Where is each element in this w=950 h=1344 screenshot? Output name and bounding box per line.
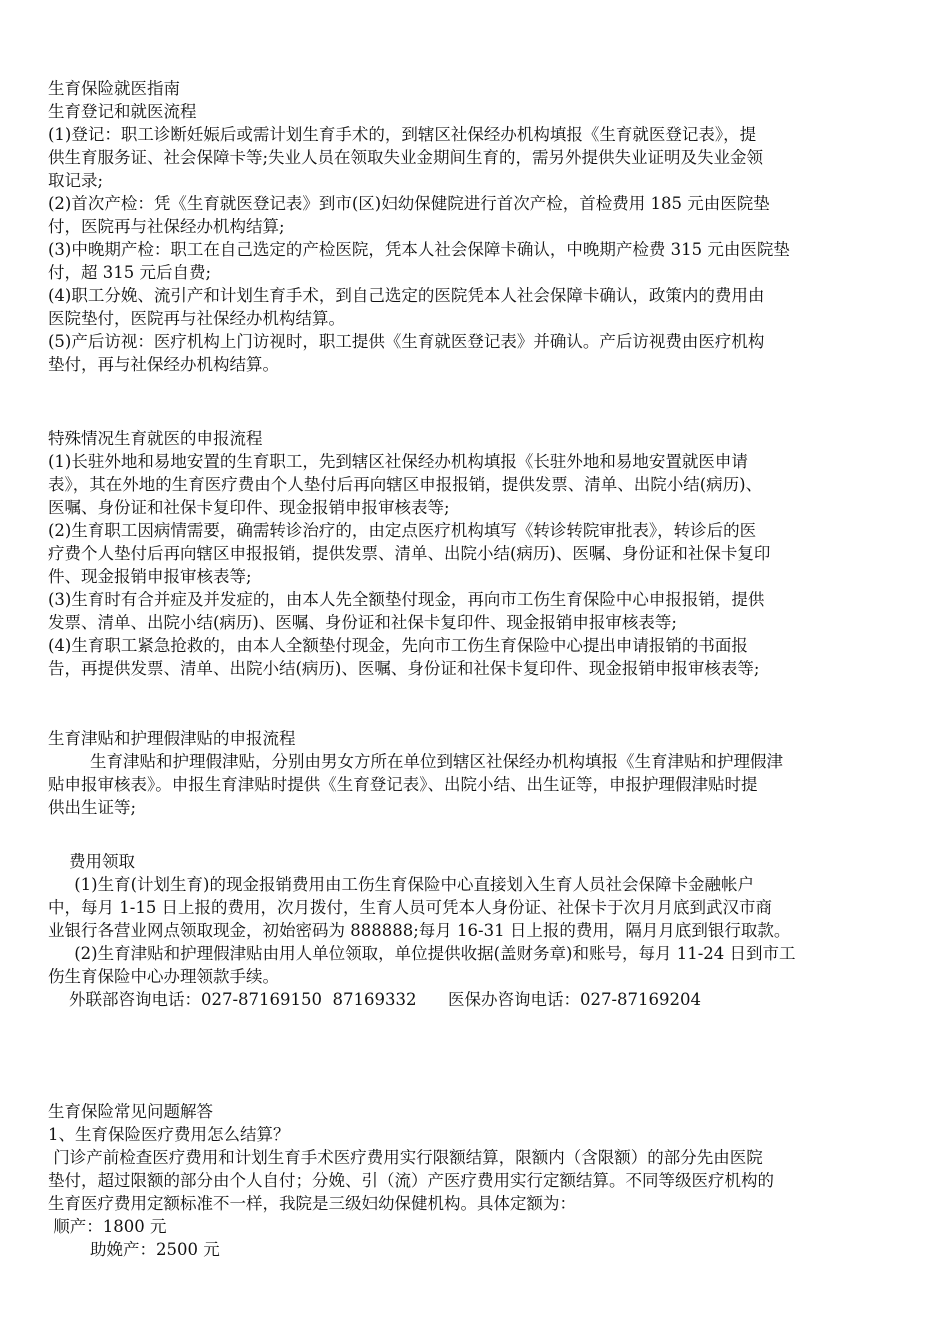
paragraph-line: 取记录; <box>48 171 104 190</box>
paragraph-line: 生育医疗费用定额标准不一样，我院是三级妇幼保健机构。具体定额为： <box>48 1194 576 1213</box>
paragraph-line: 供出生证等; <box>48 798 137 817</box>
quota-item: 助娩产：2500 元 <box>48 1240 220 1259</box>
section-heading: 生育津贴和护理假津贴的申报流程 <box>48 729 296 748</box>
section-heading: 费用领取 <box>48 852 135 871</box>
paragraph-line: 业银行各营业网点领取现金，初始密码为 888888;每月 16-31 日上报的费用，隔月月底到银行取款。 <box>48 921 791 940</box>
paragraph-line: 医院垫付，医院再与社保经办机构结算。 <box>48 309 345 328</box>
paragraph-line: (3)中晚期产检：职工在自己选定的产检医院，凭本人社会保障卡确认，中晚期产检费 315 元由医院垫 <box>48 240 790 259</box>
paragraph-line: 疗费个人垫付后再向辖区申报报销，提供发票、清单、出院小结(病历)、医嘱、身份证和社保卡复印 <box>48 544 771 563</box>
paragraph-line: 告，再提供发票、清单、出院小结(病历)、医嘱、身份证和社保卡复印件、现金报销申报审核表等; <box>48 659 760 678</box>
document-title: 生育保险就医指南 <box>48 79 180 98</box>
section-heading: 生育保险常见问题解答 <box>48 1102 213 1121</box>
paragraph-line: 件、现金报销申报审核表等; <box>48 567 252 586</box>
section-allowance <box>48 727 896 819</box>
paragraph-line: 垫付，超过限额的部分由个人自付；分娩、引（流）产医疗费用实行定额结算。不同等级医疗机构的 <box>48 1171 774 1190</box>
paragraph-line: (5)产后访视：医疗机构上门访视时，职工提供《生育就医登记表》并确认。产后访视费由医疗机构 <box>48 332 765 351</box>
paragraph-line: (1)登记：职工诊断妊娠后或需计划生育手术的，到辖区社保经办机构填报《生育就医登记表》，提 <box>48 125 757 144</box>
section-heading: 生育登记和就医流程 <box>48 102 197 121</box>
paragraph-line: (1)长驻外地和易地安置的生育职工，先到辖区社保经办机构填报《长驻外地和易地安置就医申请 <box>48 452 748 471</box>
section-birth-guide <box>48 77 896 376</box>
paragraph-line: 付，医院再与社保经办机构结算; <box>48 217 285 236</box>
paragraph-line: (4)生育职工紧急抢救的，由本人全额垫付现金，先向市工伤生育保险中心提出申请报销的书面报 <box>48 636 748 655</box>
paragraph-line: 医嘱、身份证和社保卡复印件、现金报销申报审核表等; <box>48 498 450 517</box>
contact-phones: 外联部咨询电话：027-87169150 87169332 医保办咨询电话：027-87169204 <box>48 990 702 1009</box>
paragraph-line: (4)职工分娩、流引产和计划生育手术，到自己选定的医院凭本人社会保障卡确认，政策内的费用由 <box>48 286 765 305</box>
paragraph-line: 发票、清单、出院小结(病历)、医嘱、身份证和社保卡复印件、现金报销申报审核表等; <box>48 613 677 632</box>
section-faq <box>48 1100 896 1261</box>
paragraph-line: 伤生育保险中心办理领款手续。 <box>48 967 279 986</box>
paragraph-line: (2)生育职工因病情需要，确需转诊治疗的，由定点医疗机构填写《转诊转院审批表》，转诊后的医 <box>48 521 757 540</box>
paragraph-line: 门诊产前检查医疗费用和计划生育手术医疗费用实行限额结算，限额内（含限额）的部分先由医院 <box>48 1148 763 1167</box>
paragraph-line: 表》，其在外地的生育医疗费由个人垫付后再向辖区申报报销，提供发票、清单、出院小结(病历)、 <box>48 475 763 494</box>
paragraph-line: 垫付，再与社保经办机构结算。 <box>48 355 279 374</box>
paragraph-line: (2)生育津贴和护理假津贴由用人单位领取，单位提供收据(盖财务章)和账号，每月 11-24 日到市工 <box>48 944 796 963</box>
section-special-cases <box>48 427 896 680</box>
paragraph-line: 贴申报审核表》。申报生育津贴时提供《生育登记表》、出院小结、出生证等，申报护理假津贴时提 <box>48 775 758 794</box>
faq-question: 1、生育保险医疗费用怎么结算？ <box>48 1125 290 1144</box>
section-fee-collection <box>48 850 896 1011</box>
paragraph-line: 付，超 315 元后自费; <box>48 263 212 282</box>
paragraph-line: (3)生育时有合并症及并发症的，由本人先全额垫付现金，再向市工伤生育保险中心申报报销，提供 <box>48 590 765 609</box>
paragraph-line: (1)生育(计划生育)的现金报销费用由工伤生育保险中心直接划入生育人员社会保障卡金融帐户 <box>48 875 754 894</box>
paragraph-line: 供生育服务证、社会保障卡等;失业人员在领取失业金期间生育的，需另外提供失业证明及失业金领 <box>48 148 764 167</box>
paragraph-line: 中，每月 1-15 日上报的费用，次月拨付，生育人员可凭本人身份证、社保卡于次月月底到武汉市商 <box>48 898 773 917</box>
quota-item: 顺产：1800 元 <box>48 1217 167 1236</box>
paragraph-line: (2)首次产检：凭《生育就医登记表》到市(区)妇幼保健院进行首次产检，首检费用 185 元由医院垫 <box>48 194 770 213</box>
paragraph-line: 生育津贴和护理假津贴，分别由男女方所在单位到辖区社保经办机构填报《生育津贴和护理假津 <box>48 752 783 771</box>
section-heading: 特殊情况生育就医的申报流程 <box>48 429 263 448</box>
